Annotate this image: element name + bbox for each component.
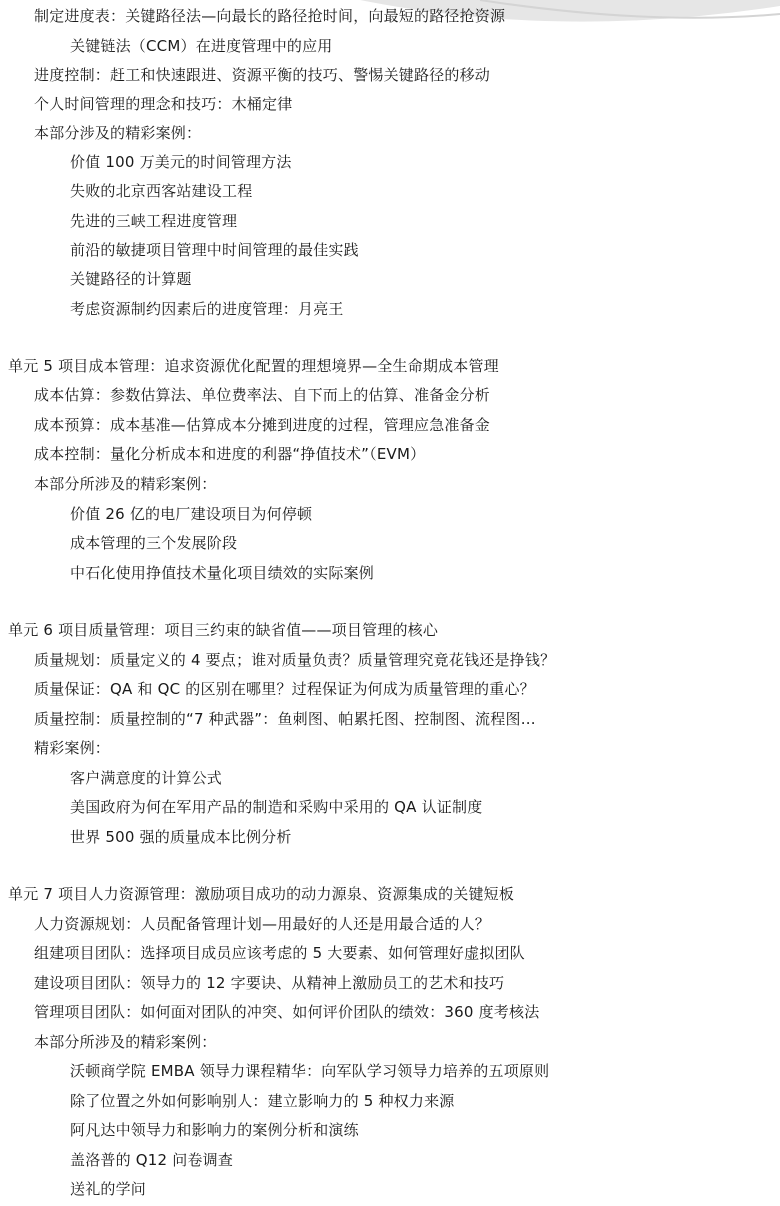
- section-heading: 单元 5 项目成本管理：追求资源优化配置的理想境界—全生命期成本管理: [8, 357, 499, 375]
- text-line: 制定进度表：关键路径法—向最长的路径抢时间，向最短的路径抢资源: [34, 7, 506, 25]
- text-line: 失败的北京西客站建设工程: [70, 182, 253, 200]
- text-line: 成本控制：量化分析成本和进度的利器“挣值技术”（EVM）: [34, 445, 426, 463]
- text-line: 盖洛普的 Q12 问卷调查: [70, 1151, 234, 1169]
- text-line: 价值 100 万美元的时间管理方法: [70, 153, 292, 171]
- section-heading: 单元 7 项目人力资源管理：激励项目成功的动力源泉、资源集成的关键短板: [8, 885, 515, 903]
- text-line: 人力资源规划：人员配备管理计划—用最好的人还是用最合适的人？: [34, 915, 491, 933]
- text-line: 美国政府为何在军用产品的制造和采购中采用的 QA 认证制度: [70, 798, 483, 816]
- text-line: 先进的三峡工程进度管理: [70, 212, 238, 230]
- text-line: 成本预算：成本基准—估算成本分摊到进度的过程，管理应急准备金: [34, 416, 491, 434]
- text-line: 本部分所涉及的精彩案例：: [34, 1033, 217, 1051]
- text-line: 沃顿商学院 EMBA 领导力课程精华：向军队学习领导力培养的五项原则: [70, 1062, 550, 1080]
- text-line: 进度控制：赶工和快速跟进、资源平衡的技巧、警惕关键路径的移动: [34, 66, 491, 84]
- text-line: 关键链法（CCM）在进度管理中的应用: [70, 37, 333, 55]
- text-line: 世界 500 强的质量成本比例分析: [70, 828, 292, 846]
- text-line: 阿凡达中领导力和影响力的案例分析和演练: [70, 1121, 359, 1139]
- text-line: 除了位置之外如何影响别人：建立影响力的 5 种权力来源: [70, 1092, 455, 1110]
- text-line: 中石化使用挣值技术量化项目绩效的实际案例: [70, 564, 375, 582]
- text-line: 客户满意度的计算公式: [70, 769, 223, 787]
- section-heading: 单元 6 项目质量管理：项目三约束的缺省值——项目管理的核心: [8, 621, 439, 639]
- text-line: 管理项目团队：如何面对团队的冲突、如何评价团队的绩效：360 度考核法: [34, 1003, 540, 1021]
- text-line: 本部分所涉及的精彩案例：: [34, 475, 217, 493]
- text-line: 成本管理的三个发展阶段: [70, 534, 238, 552]
- text-line: 组建项目团队：选择项目成员应该考虑的 5 大要素、如何管理好虚拟团队: [34, 944, 525, 962]
- text-line: 送礼的学问: [70, 1180, 147, 1198]
- text-line: 本部分涉及的精彩案例：: [34, 124, 202, 142]
- text-line: 成本估算：参数估算法、单位费率法、自下而上的估算、准备金分析: [34, 386, 491, 404]
- text-line: 质量控制：质量控制的“7 种武器”：鱼刺图、帕累托图、控制图、流程图…: [34, 710, 536, 728]
- text-line: 前沿的敏捷项目管理中时间管理的最佳实践: [70, 241, 359, 259]
- text-line: 考虑资源制约因素后的进度管理：月亮王: [70, 300, 344, 318]
- text-line: 质量保证：QA 和 QC 的区别在哪里？过程保证为何成为质量管理的重心？: [34, 680, 535, 698]
- text-line: 精彩案例：: [34, 739, 111, 757]
- text-line: 建设项目团队：领导力的 12 字要诀、从精神上激励员工的艺术和技巧: [34, 974, 505, 992]
- text-line: 关键路径的计算题: [70, 270, 192, 288]
- text-line: 质量规划：质量定义的 4 要点；谁对质量负责？质量管理究竟花钱还是挣钱？: [34, 651, 556, 669]
- text-line: 价值 26 亿的电厂建设项目为何停顿: [70, 505, 313, 523]
- text-line: 个人时间管理的理念和技巧：木桶定律: [34, 95, 293, 113]
